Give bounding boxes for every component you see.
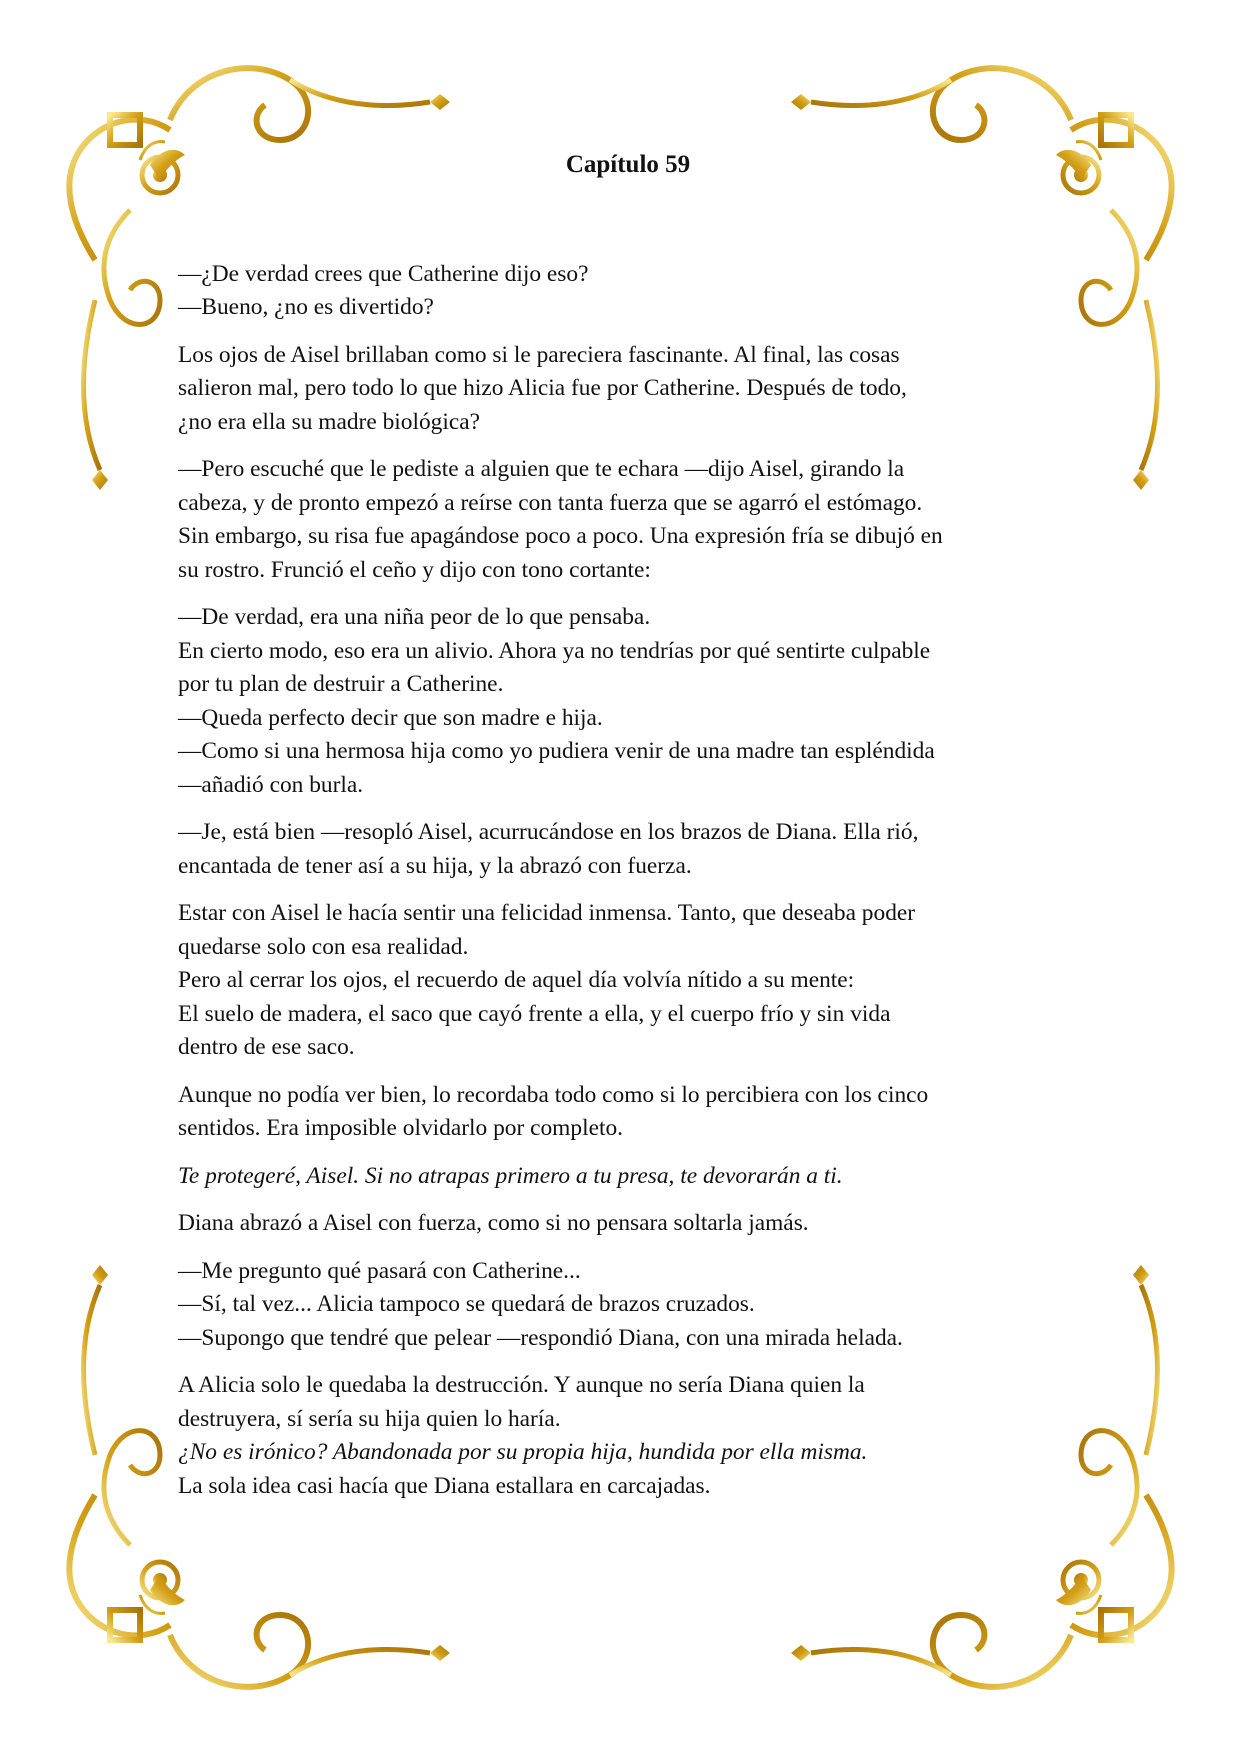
text-line: —De verdad, era una niña peor de lo que pensaba. — [178, 604, 651, 630]
paragraph — [178, 453, 1078, 587]
text-line: destruyera, sí sería su hija quien lo haría. — [178, 1405, 561, 1432]
text-line: encantada de tener así a su hija, y la abrazó con fuerza. — [178, 852, 692, 879]
text-line: —Queda perfecto decir que son madre e hija. — [178, 704, 603, 731]
text-line: —Como si una hermosa hija como yo pudiera venir de una madre tan espléndida — [178, 738, 935, 764]
text-line: —añadió con burla. — [178, 771, 364, 798]
text-line: quedarse solo con esa realidad. — [178, 933, 469, 960]
paragraph — [178, 1079, 1078, 1146]
text-line: ¿no era ella su madre biológica? — [178, 408, 480, 435]
text-line: Pero al cerrar los ojos, el recuerdo de aquel día volvía nítido a su mente: — [178, 967, 855, 993]
text-line: —Je, está bien —resopló Aisel, acurrucándose en los brazos de Diana. Ella rió, — [178, 819, 919, 845]
text-line: dentro de ese saco. — [178, 1034, 355, 1060]
text-line: su rostro. Frunció el ceño y dijo con tono cortante: — [178, 556, 651, 583]
paragraph — [178, 339, 1078, 440]
paragraph — [178, 1369, 1078, 1503]
text-line: El suelo de madera, el saco que cayó frente a ella, y el cuerpo frío y sin vida — [178, 1000, 891, 1027]
text-line: sentidos. Era imposible olvidarlo por completo. — [178, 1115, 623, 1141]
text-line: Los ojos de Aisel brillaban como si le pareciera fascinante. Al final, las cosas — [178, 341, 900, 368]
italic-text-line: Te protegeré, Aisel. Si no atrapas primero a tu presa, te devorarán a ti. — [178, 1162, 843, 1189]
text-line: cabeza, y de pronto empezó a reírse con tanta fuerza que se agarró el estómago. — [178, 489, 923, 516]
chapter-title: Capítulo 59 — [565, 151, 691, 178]
text-line: —Sí, tal vez... Alicia tampoco se quedará de brazos cruzados. — [178, 1291, 755, 1317]
text-line: —¿De verdad crees que Catherine dijo eso? — [178, 260, 589, 287]
text-line: Aunque no podía ver bien, lo recordaba todo como si lo percibiera con los cinco — [178, 1081, 929, 1108]
text-line: Sin embargo, su risa fue apagándose poco a poco. Una expresión fría se dibujó en — [178, 523, 943, 549]
paragraph — [178, 258, 1078, 325]
italic-text-line: ¿No es irónico? Abandonada por su propia hija, hundida por ella misma. — [178, 1439, 868, 1465]
paragraph — [178, 1255, 1078, 1356]
paragraph — [178, 897, 1078, 1065]
text-line: La sola idea casi hacía que Diana estallara en carcajadas. — [178, 1472, 711, 1499]
text-line: —Me pregunto qué pasará con Catherine... — [178, 1257, 581, 1284]
text-line: En cierto modo, eso era un alivio. Ahora ya no tendrías por qué sentirte culpable — [178, 637, 931, 664]
text-line: Estar con Aisel le hacía sentir una felicidad inmensa. Tanto, que deseaba poder — [178, 900, 916, 926]
paragraph — [178, 1160, 1078, 1194]
text-line: salieron mal, pero todo lo que hizo Alicia fue por Catherine. Después de todo, — [178, 375, 907, 401]
text-line: —Bueno, ¿no es divertido? — [178, 294, 434, 320]
body-text — [178, 258, 1078, 1504]
paragraph — [178, 816, 1078, 883]
paragraph — [178, 601, 1078, 802]
text-line: Diana abrazó a Aisel con fuerza, como si no pensara soltarla jamás. — [178, 1210, 809, 1236]
paragraph — [178, 1207, 1078, 1241]
text-line: —Pero escuché que le pediste a alguien que te echara —dijo Aisel, girando la — [178, 456, 905, 482]
document-page — [178, 148, 1078, 1517]
text-line: por tu plan de destruir a Catherine. — [178, 671, 504, 697]
text-line: A Alicia solo le quedaba la destrucción. Y aunque no sería Diana quien la — [178, 1372, 865, 1398]
text-line: —Supongo que tendré que pelear —respondió Diana, con una mirada helada. — [178, 1324, 903, 1351]
